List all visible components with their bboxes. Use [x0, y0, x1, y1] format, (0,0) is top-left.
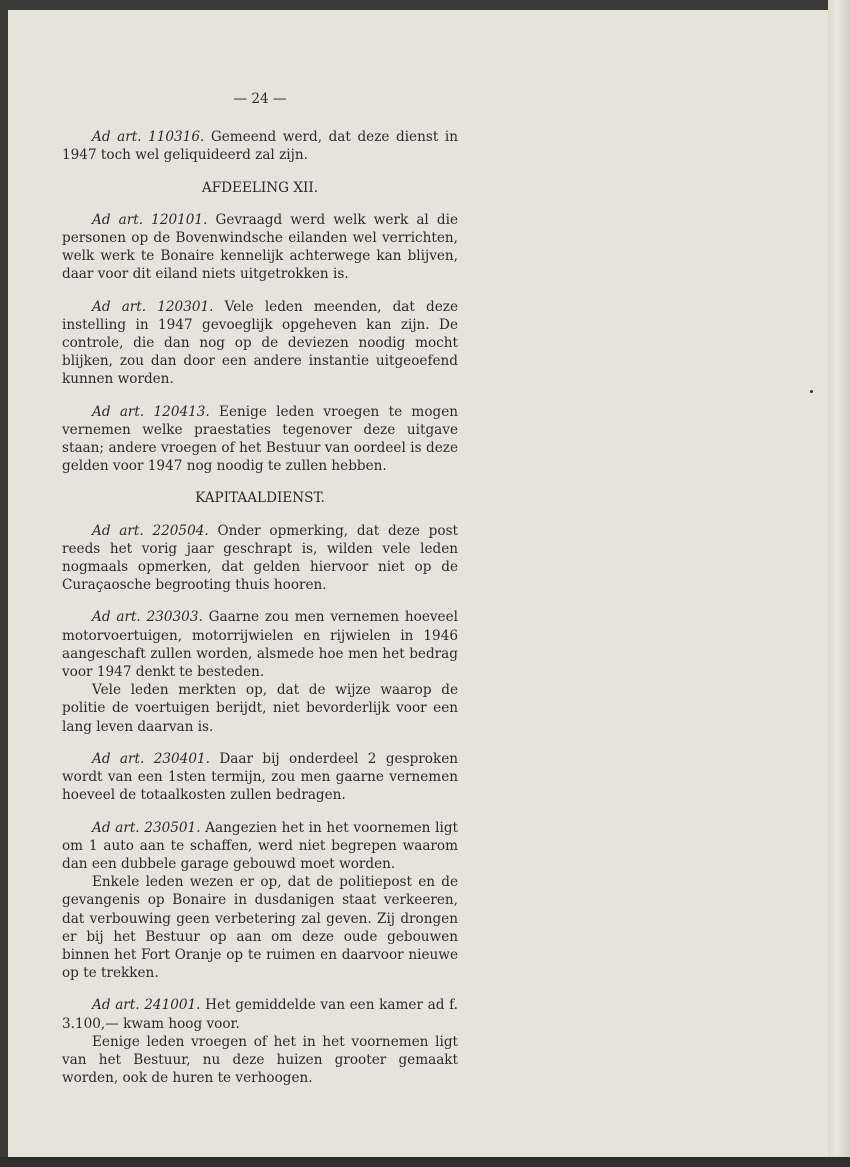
paragraph-120301 [62, 298, 458, 389]
paragraph-continuation: Enkele leden wezen er op, dat de politiepost en de gevangenis op Bonaire in dusdanigen staat verkeeren, dat verbouwing geen verbetering zal geven. Zij drongen er bij het Bestuur op aan om deze oude gebouwen binnen het Fort Oranje op te ruimen en daarvoor nieuwe op te trekken. [62, 874, 458, 982]
article-ref: Ad art. 120413. [92, 403, 210, 420]
scan-border [0, 1157, 850, 1167]
ink-speck [810, 390, 813, 393]
article-ref: Ad art. 241001. [92, 997, 201, 1014]
article-ref: Ad art. 120301. [92, 298, 214, 315]
paragraph-text: Aangezien het in het voornemen ligt om 1 auto aan te schaffen, werd niet begrepen waarom dan een dubbele garage gebouwd moet worden. [62, 819, 458, 872]
article-ref: Ad art. 230303. [92, 609, 203, 626]
paragraph-continuation: Eenige leden vroegen of het in het voornemen ligt van het Bestuur, nu deze huizen grooter gemaakt worden, ook de huren te verhoogen. [62, 1033, 458, 1087]
paragraph-text: Gevraagd werd welk werk al die personen op de Bovenwindsche eilanden wel verrichten, welk werk te Bonaire kennelijk achterwege kan blijven, daar voor dit eiland niets uitgetrokken is. [62, 211, 458, 283]
paragraph-220504 [62, 522, 458, 595]
document-body [62, 90, 458, 1087]
paragraph-text: Daar bij onderdeel 2 gesproken wordt van een 1sten termijn, zou men gaarne vernemen hoeveel de totaalkosten zullen bedragen. [62, 750, 459, 804]
article-ref: Ad art. 110316. [92, 129, 205, 146]
paragraph-241001 [62, 996, 458, 1032]
paragraph-230401 [62, 750, 458, 805]
article-ref: Ad art. 220504. [92, 522, 209, 539]
paragraph-120101 [62, 211, 458, 284]
paragraph-text: Gemeend werd, dat deze dienst in 1947 toch wel geliquideerd zal zijn. [62, 129, 458, 164]
section-heading: KAPITAALDIENST. [195, 490, 325, 507]
paragraph-text: Vele leden meenden, dat deze instelling in 1947 gevoeglijk opgeheven kan zijn. De controle, die dan nog op de deviezen noodig mocht blijken, zou dan door een andere instantie uitgeoefend kunnen worden. [62, 298, 458, 388]
article-ref: Ad art. 120101. [92, 211, 208, 228]
article-ref: Ad art. 230501. [92, 819, 201, 836]
section-heading: AFDEELING XII. [201, 179, 319, 196]
page-number: — 24 — [233, 91, 287, 107]
paragraph-text: Het gemiddelde van een kamer ad f. 3.100,— kwam hoog voor. [62, 997, 458, 1032]
paragraph-120413 [62, 403, 458, 476]
paragraph-110316 [62, 128, 458, 164]
paragraph-text: Onder opmerking, dat deze post reeds het vorig jaar geschrapt is, wilden vele leden nogmaals opmerken, dat gelden hiervoor niet op de Curaçaosche begrooting thuis hooren. [62, 522, 459, 594]
paragraph-230501 [62, 819, 458, 874]
page-edge [828, 0, 850, 1167]
paragraph-continuation: Vele leden merkten op, dat de wijze waarop de politie de voertuigen berijdt, niet bevorderlijk voor een lang leven daarvan is. [62, 682, 458, 735]
paragraph-230303 [62, 608, 458, 681]
paragraph-text: Eenige leden vroegen te mogen vernemen welke praestaties tegenover deze uitgave staan; andere vroegen of het Bestuur van oordeel is deze gelden voor 1947 nog noodig te zullen hebben. [62, 403, 459, 475]
article-ref: Ad art. 230401. [92, 750, 210, 767]
paragraph-text: Gaarne zou men vernemen hoeveel motorvoertuigen, motorrijwielen en rijwielen in 1946 aangeschaft zullen worden, alsmede hoe men het bedrag voor 1947 denkt te besteden. [62, 609, 458, 681]
